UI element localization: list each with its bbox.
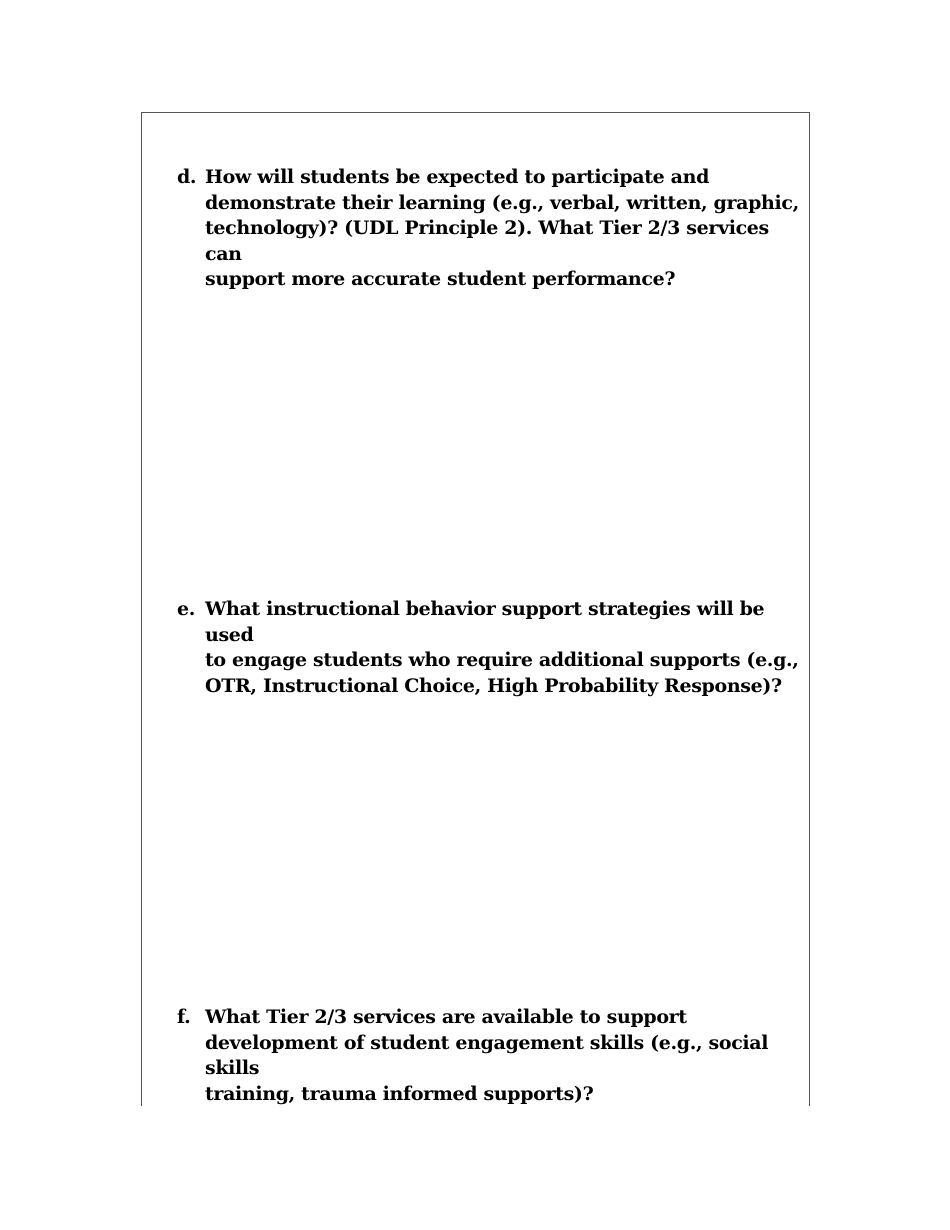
question-f-text: What Tier 2/3 services are available to support development of student engagement skills (e.g., social skills training, trauma informed supports)? [205,1006,769,1105]
question-e-text: What instructional behavior support strategies will be used to engage students who require additional supports (e.g., OTR, Instructional Choice, High Probability Response)? [205,598,799,697]
question-f [177,1005,802,1107]
question-e [177,597,802,699]
question-f-letter: f. [177,1006,191,1028]
question-d-text: How will students be expected to participate and demonstrate their learning (e.g., verbal, written, graphic, technology)? (UDL Principle 2). What Tier 2/3 services can support more accurate student performance? [205,166,799,290]
question-e-letter: e. [177,598,196,620]
question-d [177,165,802,293]
question-d-letter: d. [177,166,197,188]
